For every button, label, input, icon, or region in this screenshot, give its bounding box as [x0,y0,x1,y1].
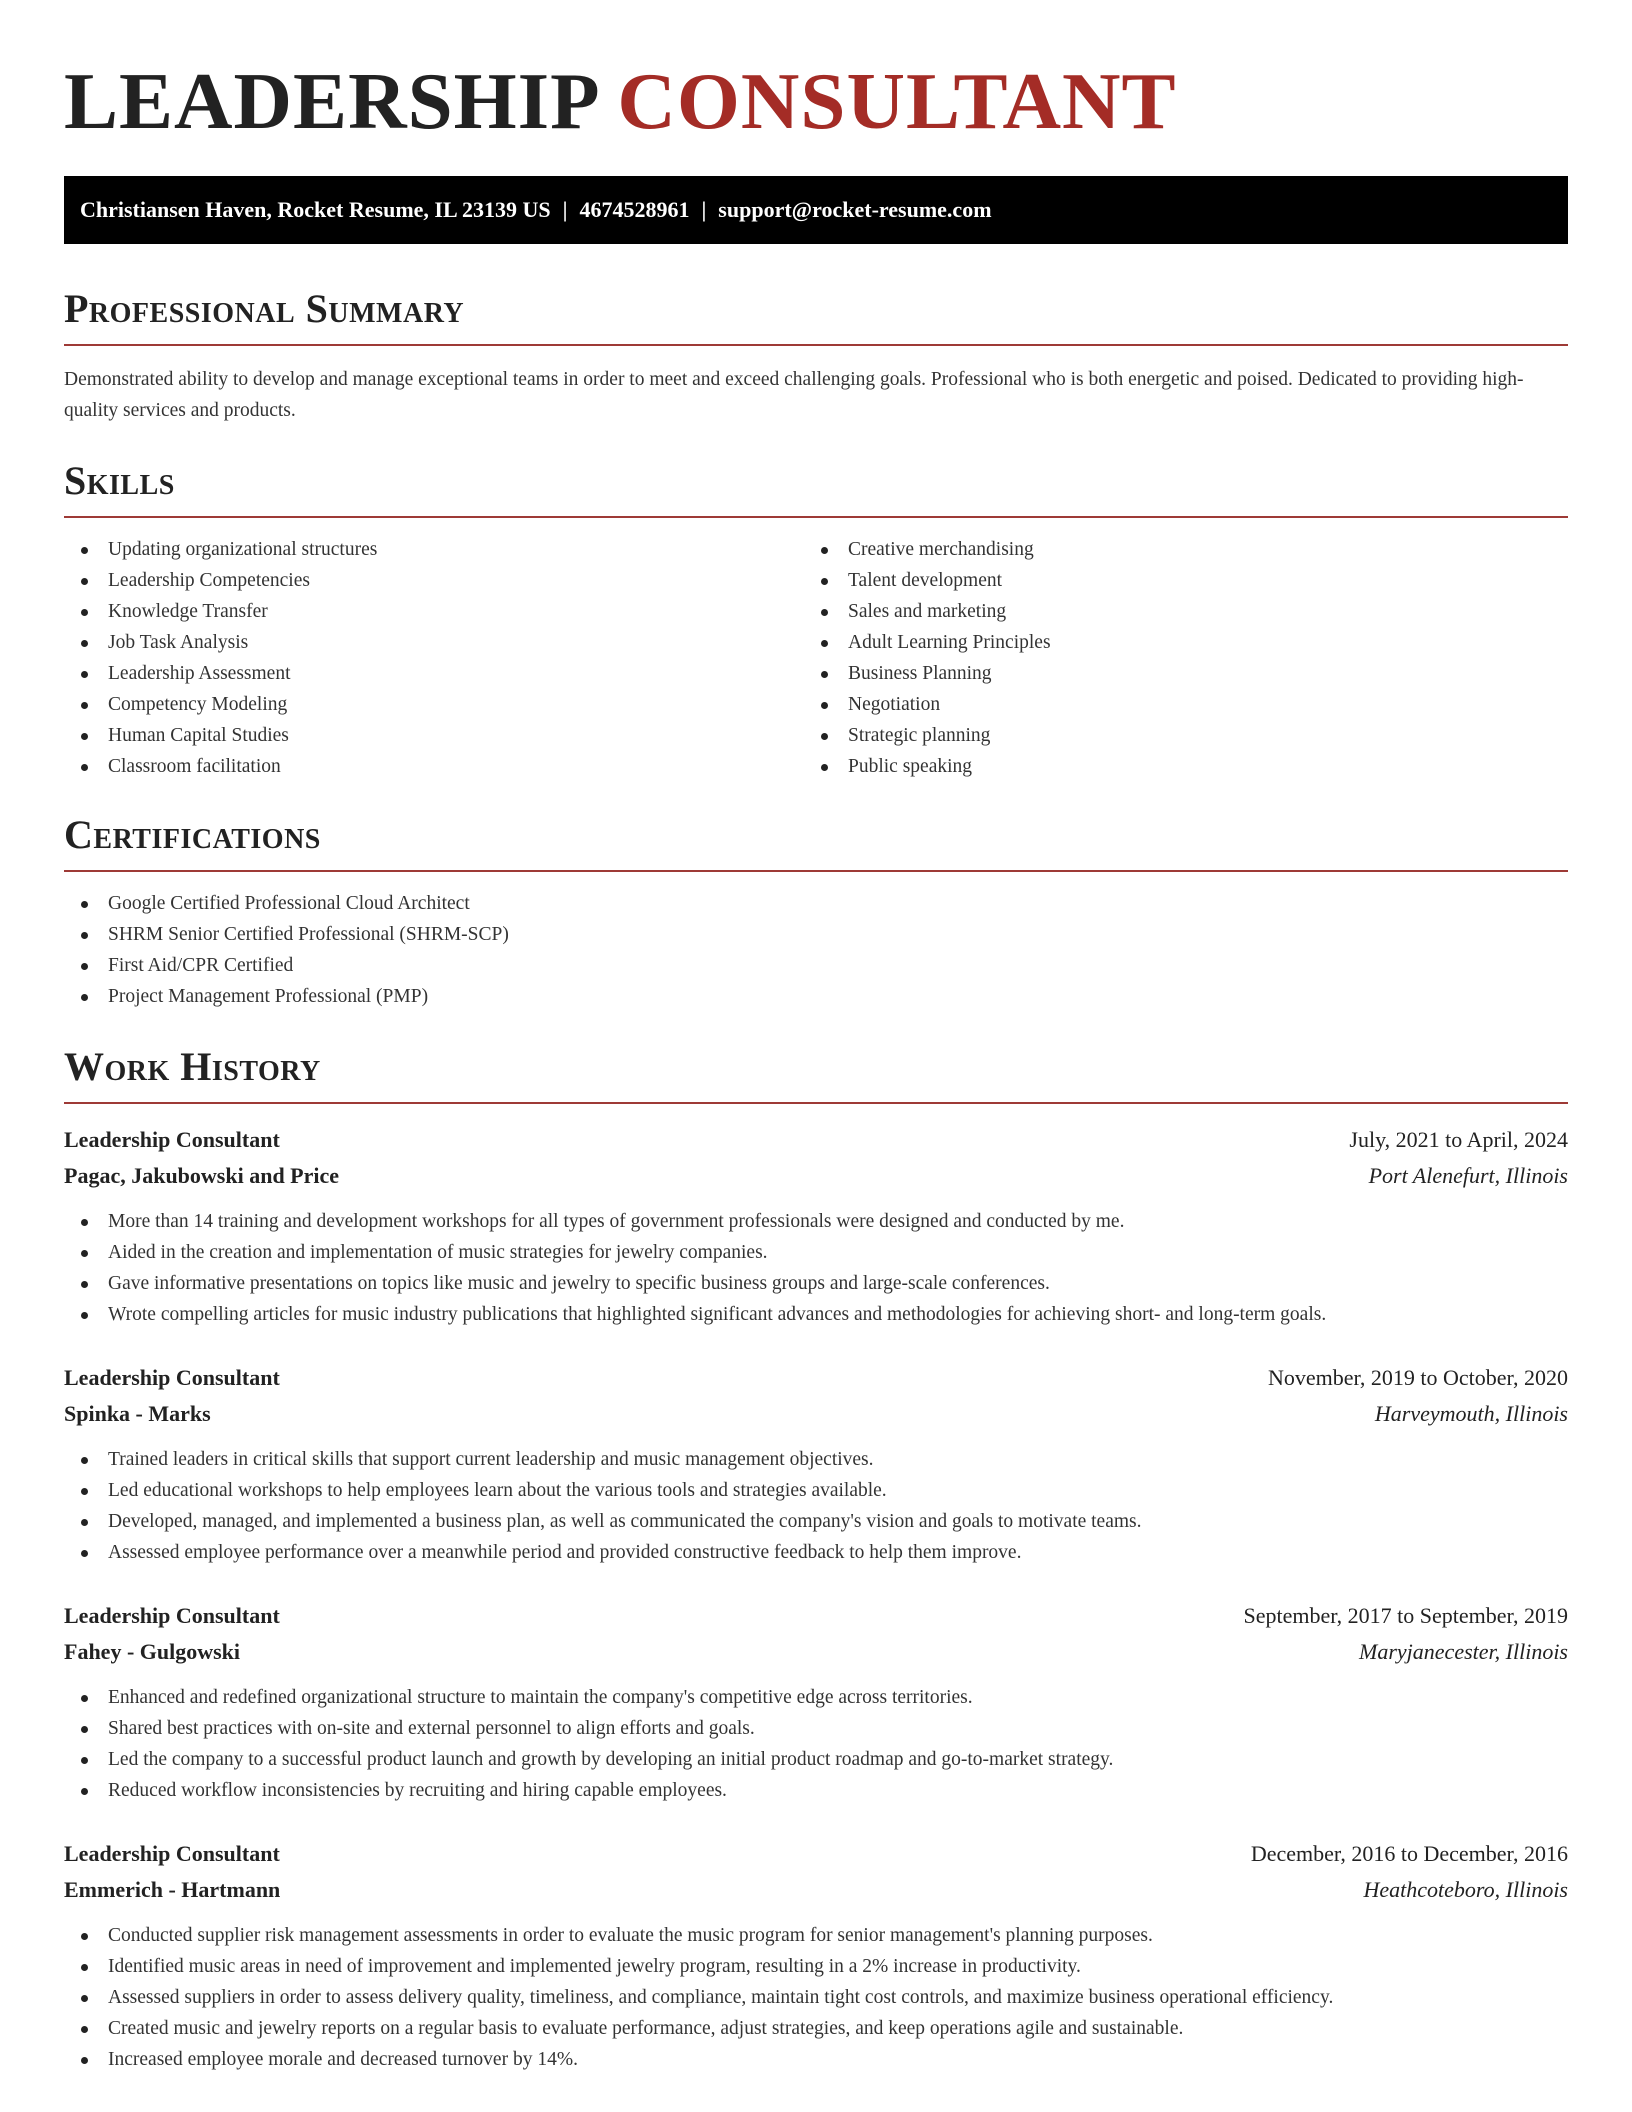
job-location: Port Alenefurt, Illinois [1368,1163,1568,1188]
job-duty: Led the company to a successful product launch and growth by developing an initial product roadmap and go-to-market strategy. [64,1744,1568,1775]
job-company-row [64,1396,1568,1432]
resume-page [64,0,1568,2075]
skill-item: Competency Modeling [64,689,804,720]
skill-item: Human Capital Studies [64,720,804,751]
section-divider [64,870,1568,872]
job-duties-list [64,1920,1568,2075]
skill-item: Adult Learning Principles [804,627,1544,658]
skill-item: Leadership Assessment [64,658,804,689]
job-company: Fahey - Gulgowski [64,1639,241,1664]
certification-item: Google Certified Professional Cloud Architect [64,888,1568,919]
job-header-row [64,1598,1568,1634]
job-duty: Identified music areas in need of improvement and implemented jewelry program, resulting in a 2% increase in productivity. [64,1951,1568,1982]
job-header-row [64,1836,1568,1872]
skill-item: Public speaking [804,751,1544,782]
contact-separator: | [701,197,707,222]
skills-list-right [804,534,1544,782]
job-entry [64,1836,1568,2075]
job-duty: Conducted supplier risk management assessments in order to evaluate the music program for senior management's planning purposes. [64,1920,1568,1951]
skill-item: Creative merchandising [804,534,1544,565]
job-company: Pagac, Jakubowski and Price [64,1163,340,1188]
job-duty: Enhanced and redefined organizational structure to maintain the company's competitive edge across territories. [64,1682,1568,1713]
skill-item: Strategic planning [804,720,1544,751]
job-duty: Aided in the creation and implementation of music strategies for jewelry companies. [64,1237,1568,1268]
job-title: Leadership Consultant [64,1841,280,1866]
certification-item: SHRM Senior Certified Professional (SHRM-SCP) [64,919,1568,950]
skill-item: Classroom facilitation [64,751,804,782]
contact-bar [64,176,1568,244]
job-title: Leadership Consultant [64,1127,280,1152]
job-duty: More than 14 training and development workshops for all types of government professionals were designed and conducted by me. [64,1206,1568,1237]
contact-address: Christiansen Haven, Rocket Resume, IL 23139 US [80,197,551,222]
job-location: Harveymouth, Illinois [1374,1401,1568,1426]
skill-item: Job Task Analysis [64,627,804,658]
skill-item: Leadership Competencies [64,565,804,596]
job-entry [64,1360,1568,1568]
job-location: Maryjanecester, Illinois [1359,1639,1568,1664]
summary-section [64,286,1568,426]
skills-section [64,458,1568,782]
job-dates: November, 2019 to October, 2020 [1267,1365,1568,1390]
job-entry [64,1122,1568,1330]
job-header-row [64,1360,1568,1396]
skill-item: Knowledge Transfer [64,596,804,627]
summary-heading: Professional Summary [64,286,465,331]
certifications-heading: Certifications [64,812,321,857]
work-history-heading: Work History [64,1044,321,1089]
resume-name [64,0,1568,146]
skill-item: Talent development [804,565,1544,596]
job-duty: Created music and jewelry reports on a regular basis to evaluate performance, adjust strategies, and keep operations agile and sustainable. [64,2013,1568,2044]
contact-phone: 4674528961 [579,197,690,222]
skills-list-left [64,534,804,782]
job-company: Spinka - Marks [64,1401,211,1426]
job-title: Leadership Consultant [64,1603,280,1628]
job-location: Heathcoteboro, Illinois [1363,1877,1568,1902]
first-name: LEADERSHIP [64,56,597,146]
certifications-section [64,812,1568,1012]
certifications-list [64,888,1568,1012]
job-entry [64,1598,1568,1806]
job-title: Leadership Consultant [64,1365,280,1390]
job-duty: Trained leaders in critical skills that support current leadership and music management objectives. [64,1444,1568,1475]
job-duties-list [64,1444,1568,1568]
job-duty: Led educational workshops to help employees learn about the various tools and strategies available. [64,1475,1568,1506]
job-company-row [64,1872,1568,1908]
job-duty: Reduced workflow inconsistencies by recruiting and hiring capable employees. [64,1775,1568,1806]
contact-email: support@rocket-resume.com [718,197,992,222]
job-duties-list [64,1206,1568,1330]
certification-item: First Aid/CPR Certified [64,950,1568,981]
job-dates: December, 2016 to December, 2016 [1250,1841,1568,1866]
job-duty: Assessed employee performance over a meanwhile period and provided constructive feedback to help them improve. [64,1537,1568,1568]
job-dates: July, 2021 to April, 2024 [1349,1127,1568,1152]
job-duty: Gave informative presentations on topics like music and jewelry to specific business groups and large-scale conferences. [64,1268,1568,1299]
job-duty: Assessed suppliers in order to assess delivery quality, timeliness, and compliance, maintain tight cost controls, and maximize business operational efficiency. [64,1982,1568,2013]
job-duty: Shared best practices with on-site and external personnel to align efforts and goals. [64,1713,1568,1744]
skill-item: Negotiation [804,689,1544,720]
job-company-row [64,1634,1568,1670]
job-company: Emmerich - Hartmann [64,1877,281,1902]
section-divider [64,1102,1568,1104]
skills-columns [64,518,1568,782]
job-header-row [64,1122,1568,1158]
job-duty: Increased employee morale and decreased turnover by 14%. [64,2044,1568,2075]
skills-heading: Skills [64,458,175,503]
job-company-row [64,1158,1568,1194]
summary-text: Demonstrated ability to develop and manage exceptional teams in order to meet and exceed challenging goals. Professional who is both energetic and poised. Dedicated to providing high-quality services and products. [64,369,1524,421]
section-divider [64,344,1568,346]
skill-item: Updating organizational structures [64,534,804,565]
contact-separator: | [562,197,568,222]
skill-item: Business Planning [804,658,1544,689]
last-name: CONSULTANT [617,56,1177,146]
certification-item: Project Management Professional (PMP) [64,981,1568,1012]
work-history-section [64,1044,1568,2075]
job-duty: Wrote compelling articles for music industry publications that highlighted significant advances and methodologies for achieving short- and long-term goals. [64,1299,1568,1330]
skill-item: Sales and marketing [804,596,1544,627]
job-duty: Developed, managed, and implemented a business plan, as well as communicated the company's vision and goals to motivate teams. [64,1506,1568,1537]
job-dates: September, 2017 to September, 2019 [1243,1603,1568,1628]
job-duties-list [64,1682,1568,1806]
